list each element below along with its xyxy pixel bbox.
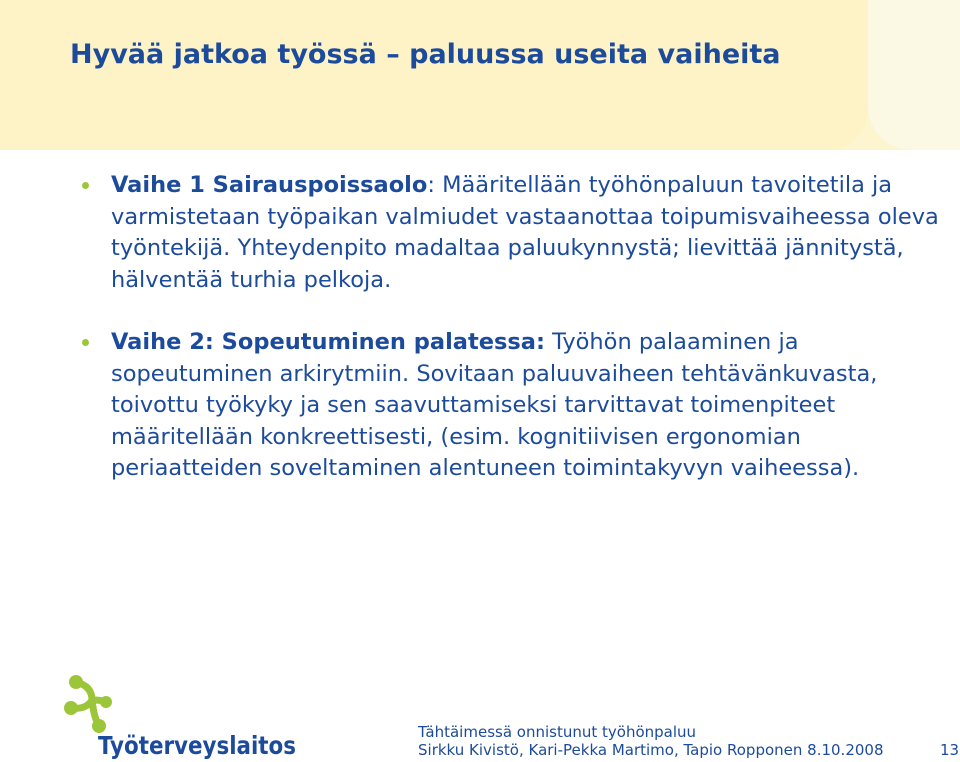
header-accent [868,0,960,150]
bullet-phase-1-text: : Määritellään työhönpaluun tavoitetila ja varmistetaan työpaikan valmiudet vastaanottaa toipumisvaiheessa oleva työntekijä. Yhteydenpito madaltaa paluukynnystä; lievittää jännitystä, hälventää turhia pelkoja. [111,172,939,293]
logo-mark-icon [64,675,112,733]
bullet-phase-2-heading: Vaihe 2: Sopeutuminen palatessa: [111,329,545,355]
bullet-list [82,170,956,485]
bullet-phase-2 [82,327,956,485]
header-panel [0,0,868,150]
footer-title: Tähtäimessä onnistunut työhönpaluu [418,723,697,741]
bullet-dot [82,339,89,346]
logo-wordmark: Työterveyslaitos [98,731,296,760]
page-number: 13 [940,741,960,759]
bullet-phase-1-heading: Vaihe 1 Sairauspoissaolo [111,172,428,198]
slide-title: Hyvää jatkoa työssä – paluussa useita vaiheita [70,39,781,70]
footer-authors: Sirkku Kivistö, Kari-Pekka Martimo, Tapio Ropponen 8.10.2008 [418,741,884,759]
bullet-phase-2-text: Työhön palaaminen ja sopeutuminen arkirytmiin. Sovitaan paluuvaiheen tehtävänkuvasta, toivottu työkyky ja sen saavuttamiseksi tarvittavat toimenpiteet määritellään konkreettisesti, (esim. kognitiivisen ergonomian periaatteiden soveltaminen alentuneen toimintakyvyn vaiheessa). [111,329,878,481]
header-band [0,0,960,150]
bullet-dot [82,182,89,189]
bullet-phase-1 [82,170,956,296]
tyoterveyslaitos-logo [62,672,302,762]
